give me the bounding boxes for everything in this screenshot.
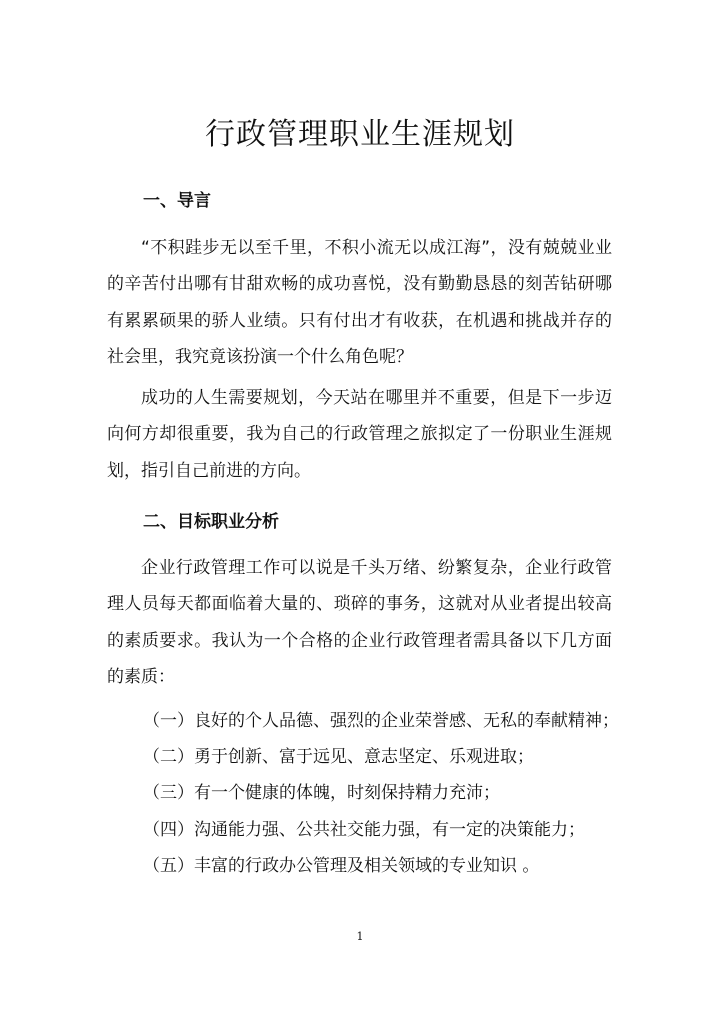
quality-list-item: （五）丰富的行政办公管理及相关领域的专业知识 。	[143, 856, 540, 876]
page-number: 1	[356, 930, 364, 943]
paragraph-introduction-2: 成功的人生需要规划，今天站在哪里并不重要，但是下一步迈向何方却很重要，我为自己的行政管理之旅拟定了一份职业生涯规划，指引自己前进的方向。	[107, 388, 612, 481]
quality-list-item: （三）有一个健康的体魄，时刻保持精力充沛；	[143, 783, 500, 803]
quality-list-item: （四）沟通能力强、公共社交能力强，有一定的决策能力；	[143, 820, 585, 840]
quality-list-item: （一）良好的个人品德、强烈的企业荣誉感、无私的奉献精神；	[143, 711, 619, 731]
section-heading-target-career: 二、目标职业分析	[143, 512, 279, 532]
section-heading-introduction: 一、导言	[143, 191, 211, 211]
paragraph-introduction-1: “不积跬步无以至千里，不积小流无以成江海”，没有兢兢业业的辛苦付出哪有甘甜欢畅的成功喜悦，没有勤勤恳恳的刻苦钻研哪有累累硕果的骄人业绩。只有付出才有收获，在机遇和挑战并存的社会里，我究竟该扮演一个什么角色呢？	[107, 238, 612, 368]
paragraph-target-career-1: 企业行政管理工作可以说是千头万绪、纷繁复杂，企业行政管理人员每天都面临着大量的、琐碎的事务，这就对从业者提出较高的素质要求。我认为一个合格的企业行政管理者需具备以下几方面的素质：	[107, 558, 612, 688]
quality-list-item: （二）勇于创新、富于远见、意志坚定、乐观进取；	[143, 747, 534, 767]
document-title: 行政管理职业生涯规划	[205, 117, 515, 152]
